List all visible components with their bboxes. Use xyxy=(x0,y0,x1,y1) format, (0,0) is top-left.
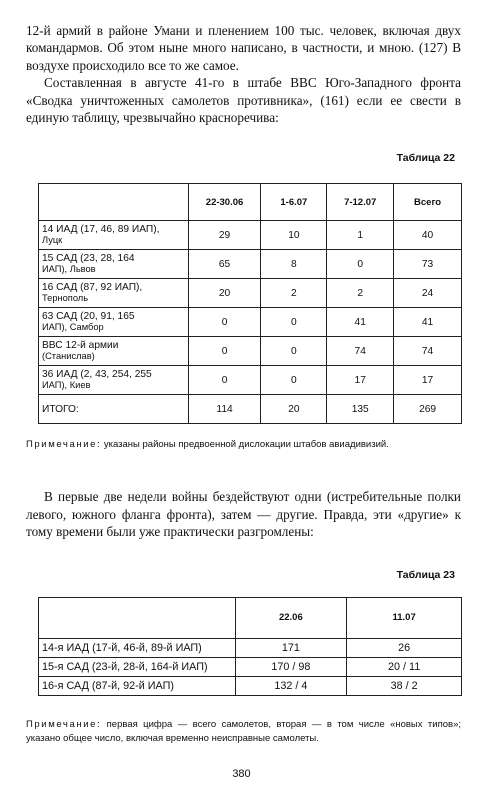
paragraph-2: Составленная в августе 41-го в штабе ВВС Юго-Западного фронта «Сводка уничтоженных самолетов противника», (161) если ее свести в единую таблицу, чрезвычайно красноречива: xyxy=(26,75,461,126)
table-row xyxy=(39,221,462,250)
total-cell: 73 xyxy=(394,250,462,279)
unit-name: 14 ИАД (17, 46, 89 ИАП), xyxy=(42,224,160,236)
unit-name-cell xyxy=(39,221,189,250)
value-cell: 171 xyxy=(235,638,347,657)
value-cell: 17 xyxy=(327,366,394,395)
table-row xyxy=(39,337,462,366)
unit-name-cell: 14-я ИАД (17-й, 46-й, 89-й ИАП) xyxy=(39,638,236,657)
value-cell: 0 xyxy=(188,366,261,395)
value-cell: 74 xyxy=(327,337,394,366)
value-cell: 41 xyxy=(327,308,394,337)
value-cell: 0 xyxy=(261,337,327,366)
table-22 xyxy=(38,183,462,424)
table-23-header-row xyxy=(39,597,462,638)
table-23-header-cell: 11.07 xyxy=(347,597,462,638)
value-cell: 65 xyxy=(188,250,261,279)
value-cell: 0 xyxy=(188,337,261,366)
table-23-header-cell: 22.06 xyxy=(235,597,347,638)
unit-name-cell xyxy=(39,308,189,337)
value-cell: 135 xyxy=(327,395,394,424)
table-22-header-cell: Всего xyxy=(394,184,462,221)
total-cell: 40 xyxy=(394,221,462,250)
unit-name-cell: 16-я САД (87-й, 92-й ИАП) xyxy=(39,676,236,695)
value-cell: 2 xyxy=(261,279,327,308)
note-label: Примечание: xyxy=(26,718,102,730)
table-22-header-row xyxy=(39,184,462,221)
table-row xyxy=(39,638,462,657)
total-cell: 269 xyxy=(394,395,462,424)
value-cell: 20 xyxy=(261,395,327,424)
value-cell: 38 / 2 xyxy=(347,676,462,695)
page-number: 380 xyxy=(232,768,251,780)
unit-name: 16 САД (87, 92 ИАП), xyxy=(42,282,143,294)
unit-name: 36 ИАД (2, 43, 254, 255 xyxy=(42,369,152,381)
unit-name-cell xyxy=(39,279,189,308)
paragraph-1: 12-й армий в районе Умани и пленением 100 тыс. человек, включая двух командармов. Об этом ныне много написано, в частности, и мною. (127) В воздухе происходило все то же самое. xyxy=(26,23,461,73)
unit-name-cell xyxy=(39,366,189,395)
table-22-header-cell: 22-30.06 xyxy=(188,184,261,221)
note-label: Примечание: xyxy=(26,439,102,451)
table-row xyxy=(39,366,462,395)
table-row xyxy=(39,308,462,337)
table-22-caption: Таблица 22 xyxy=(396,152,455,165)
value-cell: 20 xyxy=(188,279,261,308)
value-cell: 8 xyxy=(261,250,327,279)
table-total-row xyxy=(39,395,462,424)
unit-location: ИАП), Львов xyxy=(42,264,96,275)
table-22-note xyxy=(26,438,461,452)
table-22-header-cell xyxy=(39,184,189,221)
unit-name-cell xyxy=(39,250,189,279)
value-cell: 26 xyxy=(347,638,462,657)
unit-location: ИАП), Самбор xyxy=(42,322,104,333)
table-22-header-cell: 1-6.07 xyxy=(261,184,327,221)
total-cell: 17 xyxy=(394,366,462,395)
value-cell: 0 xyxy=(327,250,394,279)
value-cell: 0 xyxy=(261,366,327,395)
value-cell: 29 xyxy=(188,221,261,250)
unit-location: (Станислав) xyxy=(42,351,95,362)
table-row xyxy=(39,676,462,695)
unit-name-cell: 15-я САД (23-й, 28-й, 164-й ИАП) xyxy=(39,657,236,676)
unit-location: ИАП), Киев xyxy=(42,380,91,391)
value-cell: 0 xyxy=(261,308,327,337)
unit-name: ВВС 12-й армии xyxy=(42,340,119,352)
unit-location: Луцк xyxy=(42,235,63,246)
paragraph-3: В первые две недели войны бездействуют одни (истребительные полки левого, южного фланга фронта), затем — другие. Правда, эти «другие» к тому времени были уже практически разгромлены: xyxy=(26,489,461,540)
total-label-cell: ИТОГО: xyxy=(39,395,189,424)
unit-name-cell xyxy=(39,337,189,366)
value-cell: 132 / 4 xyxy=(235,676,347,695)
value-cell: 20 / 11 xyxy=(347,657,462,676)
value-cell: 10 xyxy=(261,221,327,250)
value-cell: 170 / 98 xyxy=(235,657,347,676)
note-text: первая цифра — всего самолетов, вторая — в том числе «новых типов»; указано общее число, включая временно неисправные самолеты. xyxy=(26,718,461,744)
table-23-note xyxy=(26,718,461,746)
table-row xyxy=(39,250,462,279)
value-cell: 0 xyxy=(188,308,261,337)
total-cell: 74 xyxy=(394,337,462,366)
value-cell: 1 xyxy=(327,221,394,250)
note-text: указаны районы предвоенной дислокации штабов авиадивизий. xyxy=(101,439,389,451)
table-row xyxy=(39,279,462,308)
value-cell: 2 xyxy=(327,279,394,308)
total-cell: 41 xyxy=(394,308,462,337)
table-23 xyxy=(38,597,462,696)
table-22-header-cell: 7-12.07 xyxy=(327,184,394,221)
table-row xyxy=(39,657,462,676)
unit-name: 63 САД (20, 91, 165 xyxy=(42,311,135,323)
unit-name: 15 САД (23, 28, 164 xyxy=(42,253,135,265)
value-cell: 114 xyxy=(188,395,261,424)
total-cell: 24 xyxy=(394,279,462,308)
unit-location: Тернополь xyxy=(42,293,89,304)
table-23-header-cell xyxy=(39,597,236,638)
table-23-caption: Таблица 23 xyxy=(396,568,455,581)
